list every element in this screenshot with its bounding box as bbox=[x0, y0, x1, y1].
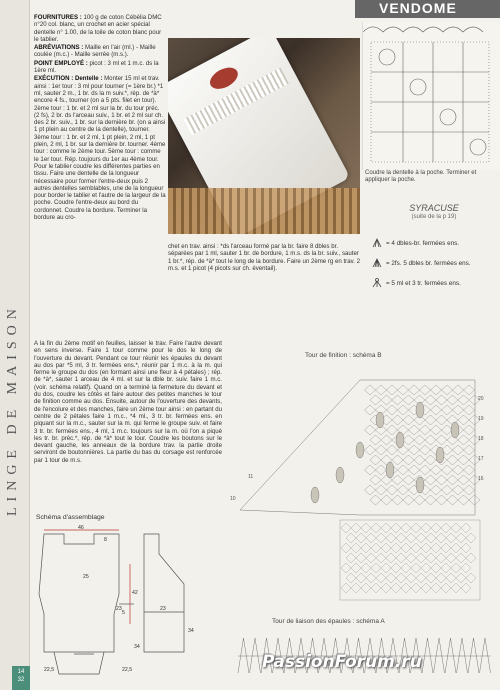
mesh-cell bbox=[381, 435, 392, 445]
mesh-cell bbox=[387, 385, 398, 395]
mesh-cell bbox=[456, 553, 466, 563]
mesh-cell bbox=[421, 523, 431, 533]
mesh-cell bbox=[341, 563, 351, 573]
syracuse-title: SYRACUSE bbox=[409, 203, 459, 213]
mesh-cell bbox=[414, 435, 425, 445]
mesh-cell bbox=[453, 405, 464, 415]
mesh-cell bbox=[370, 395, 381, 405]
cluster-4-icon bbox=[372, 238, 382, 248]
dim-label: 34 bbox=[134, 644, 140, 650]
mesh-cell bbox=[426, 533, 436, 543]
point-text: picot : 3 ml et 1 m.c. ds la 1ère ml. bbox=[34, 59, 159, 75]
mesh-cell bbox=[466, 533, 476, 543]
mesh-cell bbox=[446, 533, 456, 543]
mesh-cell bbox=[396, 573, 406, 583]
mesh-cell bbox=[403, 395, 414, 405]
apron-bow bbox=[206, 63, 241, 93]
dim-label: 5 bbox=[122, 610, 125, 616]
instructions-column bbox=[34, 14, 166, 222]
mesh-cell bbox=[458, 415, 469, 425]
mesh-cell bbox=[398, 385, 409, 395]
dim-label: 42 bbox=[132, 590, 138, 596]
dim-label: 23 bbox=[160, 606, 166, 612]
page-number-bottom: 32 bbox=[17, 677, 25, 683]
mesh-cell bbox=[416, 553, 426, 563]
petal-motif bbox=[336, 467, 344, 483]
row-number: 18 bbox=[478, 436, 484, 442]
mesh-cell bbox=[381, 583, 391, 593]
mesh-cell bbox=[441, 583, 451, 593]
chart-b-svg bbox=[220, 360, 490, 610]
mesh-cell bbox=[356, 553, 366, 563]
mesh-cell bbox=[453, 465, 464, 475]
mesh-cell bbox=[451, 583, 461, 593]
mesh-cell bbox=[425, 435, 436, 445]
mesh-cell bbox=[425, 495, 436, 505]
mesh-cell bbox=[431, 543, 441, 553]
assembly-svg bbox=[34, 524, 214, 680]
mesh-cell bbox=[409, 425, 420, 435]
liaison-cell bbox=[468, 638, 479, 673]
mesh-cell bbox=[386, 573, 396, 583]
mesh-cell bbox=[442, 385, 453, 395]
mesh-cell bbox=[436, 533, 446, 543]
mesh-cell bbox=[436, 573, 446, 583]
mesh-cell bbox=[398, 405, 409, 415]
mesh-cell bbox=[381, 543, 391, 553]
mesh-cell bbox=[461, 563, 471, 573]
mesh-cell bbox=[392, 455, 403, 465]
page-number-top: 14 bbox=[17, 669, 25, 675]
mesh-cell bbox=[351, 563, 361, 573]
petal-motif bbox=[451, 422, 459, 438]
mesh-cell bbox=[376, 573, 386, 583]
liaison-cell bbox=[238, 638, 249, 673]
mesh-cell bbox=[370, 495, 381, 505]
mesh-cell bbox=[458, 495, 469, 505]
mesh-cell bbox=[371, 543, 381, 553]
mesh-cell bbox=[409, 465, 420, 475]
mesh-cell bbox=[403, 475, 414, 485]
liaison-cell bbox=[250, 638, 261, 673]
mesh-cell bbox=[351, 523, 361, 533]
mesh-cell bbox=[398, 485, 409, 495]
mesh-cell bbox=[425, 395, 436, 405]
mesh-cell bbox=[420, 385, 431, 395]
mesh-cell bbox=[406, 573, 416, 583]
execution-text: Monter 15 ml et trav. ainsi : 1er tour : 3 ml pour tourner (= 1ère br.) *1 ml, sauter 2 m., 1 br. ds la m suiv.*, rép. de *à* encore 4 fs., tourner (on a 5 pts. filet en tour). 2ème tour : 1 br. et 2 ml sur la br. du tour préc. (2 fs), 2 br. ds l'arceau suiv., 1 br. et 2 ml sur ch. des 2 br. suiv., 1 br. sur la dernière br. (on a ainsi 1 pt plein au centre de la dentelle), tourner. 3ème tour : 1 br. et 2 ml, 1 pt plein, 2 ml, 1 pt plein, 2 ml, 1 br. sur la dernière br. tourner. 4ème tour : comme le 2ème tour. 5ème tour : comme le 1er tour. Rép. toujours du 1er au 4ème tour. Pour le tablier coudre les différentes parties en tissu. Faire une dentelle de la longueur nécessaire pour former l'entre-deux puis 2 autres dentelles semblables, une de la longueur pour border le tablier et l'autre de la largeur de la poche. Coudre l'entre-deux au bord du cordonnet. Coudre la bordure. Terminer la bordure au cro- bbox=[34, 75, 166, 222]
mesh-cell bbox=[406, 553, 416, 563]
pattern-title-banner: VENDOME bbox=[355, 0, 500, 18]
petal-motif bbox=[386, 462, 394, 478]
mesh-cell bbox=[420, 425, 431, 435]
mesh-cell bbox=[370, 475, 381, 485]
legend-label: = 2fs. 5 dbles br. fermées ens. bbox=[386, 259, 471, 267]
mesh-cell bbox=[365, 425, 376, 435]
mesh-cell bbox=[436, 435, 447, 445]
mesh-cell bbox=[392, 415, 403, 425]
mesh-cell bbox=[403, 415, 414, 425]
row-number: 16 bbox=[478, 476, 484, 482]
mesh-cell bbox=[387, 425, 398, 435]
row-number: 19 bbox=[478, 416, 484, 422]
liaison-cell bbox=[457, 638, 468, 673]
mesh-cell bbox=[356, 533, 366, 543]
mesh-cell bbox=[453, 445, 464, 455]
mesh-cell bbox=[414, 495, 425, 505]
chart-b-title: Tour de finition : schéma B bbox=[305, 352, 382, 359]
mesh-cell bbox=[458, 475, 469, 485]
mesh-cell bbox=[425, 455, 436, 465]
mesh-cell bbox=[401, 543, 411, 553]
mesh-cell bbox=[376, 465, 387, 475]
row-number: 20 bbox=[478, 396, 484, 402]
mesh-cell bbox=[371, 523, 381, 533]
mesh-cell bbox=[392, 475, 403, 485]
mesh-cell bbox=[446, 553, 456, 563]
petal-motif bbox=[416, 477, 424, 493]
pocket-lace-chart bbox=[362, 22, 500, 170]
mesh-cell bbox=[381, 395, 392, 405]
abbreviations-text: Maille en l'air (ml.) - Maille coulée (m.c.) - Maille serrée (m.s.). bbox=[34, 44, 156, 59]
mesh-cell bbox=[447, 455, 458, 465]
mesh-cell bbox=[431, 405, 442, 415]
mesh-cell bbox=[431, 385, 442, 395]
mesh-cell bbox=[387, 485, 398, 495]
mesh-cell bbox=[442, 465, 453, 475]
dim-label: 34 bbox=[188, 628, 194, 634]
mesh-cell bbox=[431, 425, 442, 435]
mesh-cell bbox=[447, 475, 458, 485]
schema-title: Schéma d'assemblage bbox=[36, 514, 105, 521]
mesh-cell bbox=[351, 583, 361, 593]
mesh-cell bbox=[464, 385, 475, 395]
mesh-cell bbox=[453, 385, 464, 395]
mesh-cell bbox=[371, 583, 381, 593]
mesh-cell bbox=[414, 455, 425, 465]
mesh-cell bbox=[409, 385, 420, 395]
mesh-cell bbox=[401, 563, 411, 573]
liaison-cell bbox=[434, 638, 445, 673]
mesh-cell bbox=[441, 543, 451, 553]
mesh-cell bbox=[464, 425, 475, 435]
mesh-cell bbox=[387, 445, 398, 455]
mesh-cell bbox=[451, 563, 461, 573]
mesh-cell bbox=[456, 533, 466, 543]
mesh-cell bbox=[436, 395, 447, 405]
mesh-cell bbox=[376, 445, 387, 455]
cluster-5-icon bbox=[372, 258, 382, 268]
row-number: 17 bbox=[478, 456, 484, 462]
mesh-cell bbox=[356, 573, 366, 583]
point-label: POINT EMPLOYÉ : bbox=[34, 59, 88, 67]
mesh-cell bbox=[411, 563, 421, 573]
petal-motif bbox=[396, 432, 404, 448]
mesh-cell bbox=[381, 495, 392, 505]
mesh-cell bbox=[451, 543, 461, 553]
apron-photo bbox=[168, 38, 360, 234]
mesh-cell bbox=[464, 485, 475, 495]
assembly-schema bbox=[34, 524, 214, 680]
mesh-cell bbox=[346, 573, 356, 583]
mesh-cell bbox=[366, 553, 376, 563]
mesh-cell bbox=[421, 543, 431, 553]
fournitures-label: FOURNITURES : bbox=[34, 14, 82, 21]
instructions-continued: chet en trav. ainsi : *ds l'arceau formé par la br. faire 8 dbles br. séparées par 1 ml, sauter 1 br. de bordure, 1 m.s. ds la br. suiv., sauter 1 br.*, rép. de *à* tout le long de la bordure. Faire un 2ème rg en trav. 2 m.s. et 1 picot (4 picots sur ch. éventail). bbox=[168, 243, 360, 272]
mesh-cell bbox=[386, 553, 396, 563]
dim-label: 46 bbox=[78, 525, 84, 531]
mesh-cell bbox=[436, 553, 446, 563]
mesh-cell bbox=[441, 563, 451, 573]
mesh-cell bbox=[447, 495, 458, 505]
mesh-cell bbox=[403, 455, 414, 465]
page-spine bbox=[0, 0, 30, 690]
mesh-cell bbox=[376, 385, 387, 395]
mesh-cell bbox=[416, 573, 426, 583]
watermark: PassionForum.ru bbox=[262, 652, 422, 672]
mesh-cell bbox=[447, 395, 458, 405]
mesh-cell bbox=[371, 563, 381, 573]
mesh-cell bbox=[406, 533, 416, 543]
mesh-cell bbox=[401, 583, 411, 593]
mesh-cell bbox=[351, 543, 361, 553]
mesh-cell bbox=[431, 523, 441, 533]
mesh-cell bbox=[361, 583, 371, 593]
mesh-cell bbox=[431, 563, 441, 573]
mesh-cell bbox=[366, 573, 376, 583]
mesh-cell bbox=[361, 563, 371, 573]
cluster-3-icon bbox=[372, 278, 382, 288]
mesh-cell bbox=[346, 533, 356, 543]
petal-motif bbox=[416, 402, 424, 418]
mesh-cell bbox=[425, 415, 436, 425]
mesh-cell bbox=[365, 485, 376, 495]
liaison-cell bbox=[445, 638, 456, 673]
mesh-cell bbox=[464, 445, 475, 455]
mesh-cell bbox=[421, 563, 431, 573]
mesh-cell bbox=[391, 523, 401, 533]
mesh-cell bbox=[461, 543, 471, 553]
legend-row bbox=[372, 258, 500, 268]
legend-label: = 5 ml et 3 tr. fermées ens. bbox=[386, 279, 461, 287]
mesh-cell bbox=[398, 465, 409, 475]
mesh-cell bbox=[466, 553, 476, 563]
mesh-cell bbox=[421, 583, 431, 593]
mesh-cell bbox=[426, 553, 436, 563]
legend-row bbox=[372, 278, 500, 288]
dim-label: 22,5 bbox=[44, 667, 55, 673]
lace-diagram-svg bbox=[363, 22, 500, 170]
mesh-cell bbox=[411, 523, 421, 533]
dim-label: 8 bbox=[104, 537, 107, 543]
mesh-cell bbox=[376, 485, 387, 495]
mesh-cell bbox=[431, 485, 442, 495]
mesh-cell bbox=[365, 445, 376, 455]
mesh-cell bbox=[436, 475, 447, 485]
petal-motif bbox=[376, 412, 384, 428]
mesh-cell bbox=[409, 445, 420, 455]
mesh-cell bbox=[403, 495, 414, 505]
execution-label: EXÉCUTION : Dentelle : bbox=[34, 75, 103, 83]
mesh-cell bbox=[392, 495, 403, 505]
chart-b-diagram bbox=[220, 360, 490, 610]
petal-motif bbox=[436, 447, 444, 463]
mesh-cell bbox=[361, 523, 371, 533]
mesh-cell bbox=[426, 573, 436, 583]
mesh-cell bbox=[442, 485, 453, 495]
mesh-cell bbox=[341, 523, 351, 533]
mesh-cell bbox=[466, 573, 476, 583]
mesh-cell bbox=[381, 563, 391, 573]
mesh-cell bbox=[376, 533, 386, 543]
mesh-cell bbox=[458, 395, 469, 405]
mesh-cell bbox=[446, 573, 456, 583]
mesh-cell bbox=[431, 465, 442, 475]
mesh-cell bbox=[420, 465, 431, 475]
mesh-cell bbox=[341, 543, 351, 553]
mesh-cell bbox=[436, 415, 447, 425]
row-number: 11 bbox=[248, 474, 254, 480]
liaison-cell bbox=[422, 638, 433, 673]
mesh-cell bbox=[464, 405, 475, 415]
mesh-cell bbox=[451, 523, 461, 533]
mesh-cell bbox=[403, 435, 414, 445]
syracuse-subtitle: (suite de la p 19) bbox=[411, 214, 457, 220]
mesh-cell bbox=[416, 533, 426, 543]
main-instructions: A la fin du 2ème motif en feuilles, laisser le trav. Faire l'autre devant en sens inverse. Faire 1 tour comme pour le dos le long de l'ouverture du devant. Pendant ce tour réunir les épaules du devant au dos par *5 ml, 3 tr. fermées ens.*, réunir par 1 m.c. à la m. qui ferme le groupe du dos (en formant ainsi une fleur à 4 pétales) ; rép. de *à*, sauter 1 arceau de 4 ml. et sur la dble br. suiv. faire 1 m.c. (voir. schéma relatif). Quand on a terminé la fermeture du devant et du dos, coudre les côtés et faire autour des petites manches le tour de finition comme au dos. Ensuite, autour de l'ouverture des devants, de l'encolure et des manches, faire un 2ème tour ainsi : en partant du centre de 2 pétales faire 1 m.c., *4 ml., 3 tr. br. fermées ens. en piquant sur la m.c., sauter sur la m. qui ferme le groupe suiv. et faire 3 tr. br. fermées ens., 4 ml, 1 m.c. toujours sur la m. où l'on a piqué les tr. br. préc.*, rép. de *à* tout le tour. Coudre les boutons sur le devant gauche, les anneaux de la bordure trav. la partie droite serviront de boutonnières. La partie du bas du corsage est renforcée par 1 tour de m.s. bbox=[34, 340, 222, 464]
mesh-cell bbox=[365, 385, 376, 395]
mesh-cell bbox=[391, 583, 401, 593]
pocket-note: Coudre la dentelle à la poche. Terminer et appliquer la poche. bbox=[365, 170, 477, 183]
mesh-cell bbox=[431, 583, 441, 593]
mesh-cell bbox=[458, 435, 469, 445]
abbreviations-label: ABRÉVIATIONS : bbox=[34, 44, 84, 52]
mesh-cell bbox=[461, 523, 471, 533]
mesh-cell bbox=[464, 465, 475, 475]
section-title-vertical: LINGE DE MAISON bbox=[5, 303, 20, 517]
mesh-cell bbox=[458, 455, 469, 465]
chart-a-title: Tour de liaison des épaules : schéma A bbox=[272, 618, 385, 625]
petal-motif bbox=[311, 487, 319, 503]
mesh-cell bbox=[420, 445, 431, 455]
mesh-cell bbox=[391, 543, 401, 553]
mesh-cell bbox=[442, 405, 453, 415]
mesh-cell bbox=[396, 533, 406, 543]
mesh-cell bbox=[425, 475, 436, 485]
mesh-cell bbox=[341, 583, 351, 593]
mesh-cell bbox=[365, 465, 376, 475]
mesh-cell bbox=[365, 405, 376, 415]
mesh-cell bbox=[456, 573, 466, 583]
petal-motif bbox=[356, 442, 364, 458]
mesh-cell bbox=[392, 395, 403, 405]
mesh-cell bbox=[346, 553, 356, 563]
dim-label: 22,5 bbox=[122, 667, 133, 673]
mesh-cell bbox=[370, 435, 381, 445]
row-number: 10 bbox=[230, 496, 236, 502]
mesh-cell bbox=[387, 405, 398, 415]
liaison-cell bbox=[480, 638, 491, 673]
mesh-cell bbox=[370, 455, 381, 465]
mesh-cell bbox=[453, 485, 464, 495]
mesh-cell bbox=[461, 583, 471, 593]
mesh-cell bbox=[361, 543, 371, 553]
legend-row bbox=[372, 238, 500, 248]
fournitures-text: 100 g de coton Cébélia DMC n°20 col. blanc, un crochet en acier spécial dentelle n° 1.00, de la toile de coton blanc pour le tablier. bbox=[34, 14, 162, 43]
dim-label: 23 bbox=[116, 606, 122, 612]
page-number bbox=[12, 666, 30, 690]
mesh-cell bbox=[376, 553, 386, 563]
mesh-cell bbox=[469, 495, 480, 505]
mesh-cell bbox=[436, 495, 447, 505]
mesh-cell bbox=[411, 543, 421, 553]
mesh-cell bbox=[401, 523, 411, 533]
legend-label: = 4 dbles-br. fermées ens. bbox=[386, 239, 459, 247]
wooden-rack bbox=[168, 188, 360, 234]
dim-label: 25 bbox=[83, 574, 89, 580]
mesh-cell bbox=[386, 533, 396, 543]
mesh-cell bbox=[391, 563, 401, 573]
mesh-cell bbox=[396, 553, 406, 563]
mesh-cell bbox=[441, 523, 451, 533]
mesh-cell bbox=[366, 533, 376, 543]
mesh-cell bbox=[411, 583, 421, 593]
mesh-cell bbox=[381, 523, 391, 533]
